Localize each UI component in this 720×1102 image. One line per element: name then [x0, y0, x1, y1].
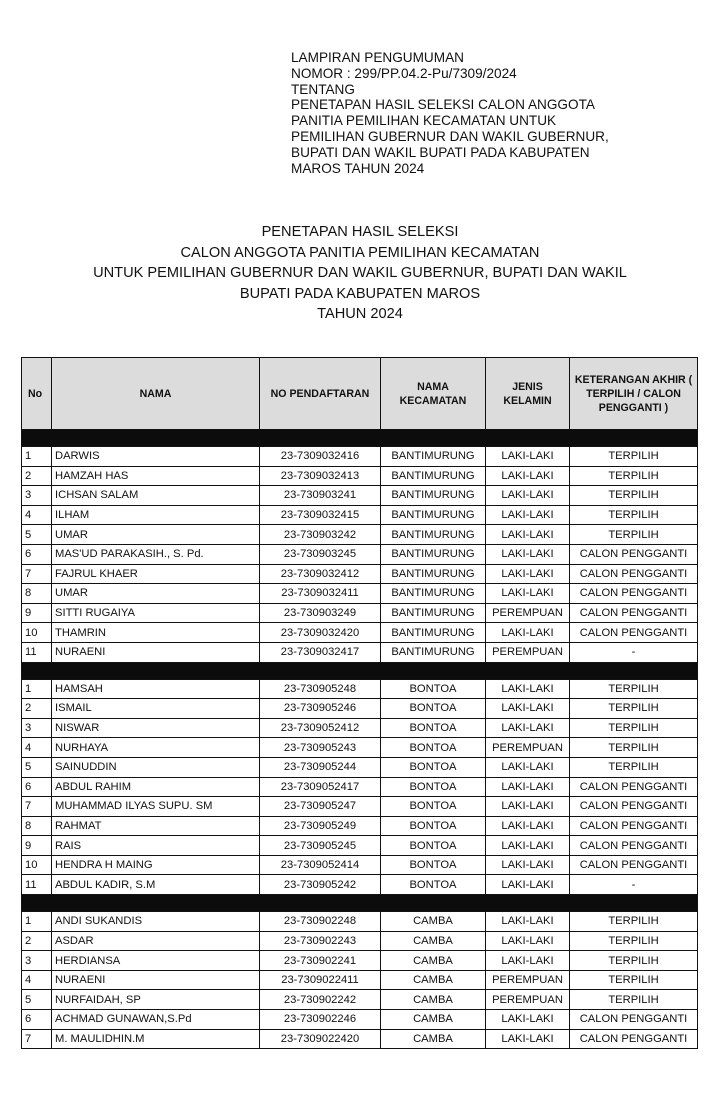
cell-no-pendaftaran: 23-730902242 [260, 990, 381, 1010]
lampiran-label: LAMPIRAN PENGUMUMAN [291, 50, 464, 65]
cell-nama: M. MAULIDHIN.M [52, 1029, 260, 1049]
lampiran-subject-line: PENETAPAN HASIL SELEKSI CALON ANGGOTA [291, 97, 595, 113]
cell-jenis-kelamin: PEREMPUAN [486, 970, 570, 990]
cell-jenis-kelamin: LAKI-LAKI [486, 718, 570, 738]
cell-jenis-kelamin: LAKI-LAKI [486, 525, 570, 545]
cell-keterangan: TERPILIH [570, 525, 698, 545]
cell-kecamatan: BANTIMURUNG [381, 486, 486, 506]
cell-jenis-kelamin: LAKI-LAKI [486, 797, 570, 817]
cell-jenis-kelamin: LAKI-LAKI [486, 623, 570, 643]
cell-nama: NURAENI [52, 970, 260, 990]
cell-keterangan: CALON PENGGANTI [570, 544, 698, 564]
cell-kecamatan: CAMBA [381, 931, 486, 951]
cell-nama: NURAENI [52, 642, 260, 662]
table-row [22, 931, 698, 951]
cell-nama: ISMAIL [52, 699, 260, 719]
cell-keterangan: CALON PENGGANTI [570, 855, 698, 875]
cell-nama: HENDRA H MAING [52, 855, 260, 875]
header-no-pendaftaran: NO PENDAFTARAN [260, 358, 381, 430]
cell-jenis-kelamin: LAKI-LAKI [486, 1010, 570, 1030]
cell-no-pendaftaran: 23-7309032415 [260, 505, 381, 525]
cell-jenis-kelamin: PEREMPUAN [486, 603, 570, 623]
cell-keterangan: TERPILIH [570, 486, 698, 506]
table-body [22, 430, 698, 1049]
table-row [22, 816, 698, 836]
cell-jenis-kelamin: LAKI-LAKI [486, 816, 570, 836]
group-separator [22, 662, 698, 679]
cell-keterangan: CALON PENGGANTI [570, 836, 698, 856]
cell-no: 2 [22, 699, 52, 719]
cell-nama: HAMSAH [52, 679, 260, 699]
cell-no-pendaftaran: 23-730902246 [260, 1010, 381, 1030]
cell-no: 6 [22, 1010, 52, 1030]
cell-no: 9 [22, 836, 52, 856]
cell-kecamatan: CAMBA [381, 912, 486, 932]
cell-jenis-kelamin: LAKI-LAKI [486, 951, 570, 971]
cell-nama: RAIS [52, 836, 260, 856]
cell-nama: NISWAR [52, 718, 260, 738]
cell-no: 6 [22, 544, 52, 564]
table-row [22, 738, 698, 758]
cell-keterangan: TERPILIH [570, 718, 698, 738]
cell-no: 4 [22, 970, 52, 990]
cell-jenis-kelamin: PEREMPUAN [486, 642, 570, 662]
cell-keterangan: CALON PENGGANTI [570, 816, 698, 836]
title-line: UNTUK PEMILIHAN GUBERNUR DAN WAKIL GUBERNUR, BUPATI DAN WAKIL [93, 265, 627, 282]
cell-no: 5 [22, 757, 52, 777]
cell-no: 2 [22, 931, 52, 951]
cell-no: 8 [22, 584, 52, 604]
cell-no: 11 [22, 642, 52, 662]
cell-no: 1 [22, 679, 52, 699]
cell-keterangan: TERPILIH [570, 738, 698, 758]
header-nama: NAMA [52, 358, 260, 430]
cell-no-pendaftaran: 23-730905246 [260, 699, 381, 719]
table-row [22, 603, 698, 623]
cell-no: 3 [22, 486, 52, 506]
cell-keterangan: CALON PENGGANTI [570, 777, 698, 797]
cell-no: 7 [22, 1029, 52, 1049]
cell-no: 7 [22, 564, 52, 584]
table-row [22, 584, 698, 604]
table-row [22, 875, 698, 895]
cell-jenis-kelamin: LAKI-LAKI [486, 1029, 570, 1049]
cell-no: 3 [22, 718, 52, 738]
cell-kecamatan: BONTOA [381, 816, 486, 836]
cell-no: 9 [22, 603, 52, 623]
cell-nama: SITTI RUGAIYA [52, 603, 260, 623]
cell-nama: NURFAIDAH, SP [52, 990, 260, 1010]
cell-no-pendaftaran: 23-730905249 [260, 816, 381, 836]
cell-keterangan: CALON PENGGANTI [570, 584, 698, 604]
cell-nama: ICHSAN SALAM [52, 486, 260, 506]
table-row [22, 718, 698, 738]
table-row [22, 757, 698, 777]
cell-no-pendaftaran: 23-7309022420 [260, 1029, 381, 1049]
cell-keterangan: TERPILIH [570, 951, 698, 971]
cell-no: 3 [22, 951, 52, 971]
table-row [22, 777, 698, 797]
cell-kecamatan: CAMBA [381, 990, 486, 1010]
cell-no-pendaftaran: 23-7309032420 [260, 623, 381, 643]
tentang-label: TENTANG [291, 81, 355, 97]
cell-kecamatan: BANTIMURUNG [381, 642, 486, 662]
cell-nama: ANDI SUKANDIS [52, 912, 260, 932]
cell-jenis-kelamin: LAKI-LAKI [486, 544, 570, 564]
cell-no: 2 [22, 466, 52, 486]
cell-nama: HERDIANSA [52, 951, 260, 971]
table-row [22, 564, 698, 584]
cell-keterangan: TERPILIH [570, 466, 698, 486]
cell-keterangan: - [570, 642, 698, 662]
cell-no: 4 [22, 505, 52, 525]
cell-kecamatan: BONTOA [381, 718, 486, 738]
table-row [22, 486, 698, 506]
cell-nama: THAMRIN [52, 623, 260, 643]
cell-no: 5 [22, 525, 52, 545]
table-row [22, 855, 698, 875]
cell-jenis-kelamin: PEREMPUAN [486, 738, 570, 758]
table-row [22, 544, 698, 564]
cell-keterangan: TERPILIH [570, 970, 698, 990]
table-row [22, 1029, 698, 1049]
cell-nama: ILHAM [52, 505, 260, 525]
cell-jenis-kelamin: LAKI-LAKI [486, 757, 570, 777]
cell-no-pendaftaran: 23-730903245 [260, 544, 381, 564]
group-separator-bar [22, 662, 698, 679]
cell-no: 11 [22, 875, 52, 895]
cell-nama: ASDAR [52, 931, 260, 951]
table-row [22, 623, 698, 643]
table-row [22, 797, 698, 817]
nomor-pengumuman: NOMOR : 299/PP.04.2-Pu/7309/2024 [291, 65, 517, 81]
cell-jenis-kelamin: LAKI-LAKI [486, 912, 570, 932]
cell-no-pendaftaran: 23-7309052414 [260, 855, 381, 875]
table-row [22, 466, 698, 486]
document-title [20, 222, 700, 325]
lampiran-subject-line: BUPATI DAN WAKIL BUPATI PADA KABUPATEN [291, 144, 590, 160]
cell-kecamatan: CAMBA [381, 1029, 486, 1049]
lampiran-header [291, 50, 657, 176]
cell-keterangan: CALON PENGGANTI [570, 564, 698, 584]
cell-kecamatan: BANTIMURUNG [381, 466, 486, 486]
cell-jenis-kelamin: LAKI-LAKI [486, 584, 570, 604]
cell-jenis-kelamin: LAKI-LAKI [486, 777, 570, 797]
table-row [22, 1010, 698, 1030]
cell-no: 4 [22, 738, 52, 758]
cell-keterangan: TERPILIH [570, 505, 698, 525]
cell-kecamatan: BANTIMURUNG [381, 584, 486, 604]
cell-keterangan: CALON PENGGANTI [570, 1010, 698, 1030]
cell-jenis-kelamin: LAKI-LAKI [486, 466, 570, 486]
cell-no-pendaftaran: 23-730902243 [260, 931, 381, 951]
cell-kecamatan: BONTOA [381, 738, 486, 758]
cell-no-pendaftaran: 23-7309032413 [260, 466, 381, 486]
cell-no-pendaftaran: 23-730905242 [260, 875, 381, 895]
cell-kecamatan: BONTOA [381, 777, 486, 797]
cell-no-pendaftaran: 23-7309052412 [260, 718, 381, 738]
cell-no: 5 [22, 990, 52, 1010]
cell-nama: ABDUL RAHIM [52, 777, 260, 797]
cell-no-pendaftaran: 23-7309032411 [260, 584, 381, 604]
table-row [22, 970, 698, 990]
cell-kecamatan: BANTIMURUNG [381, 525, 486, 545]
cell-kecamatan: BONTOA [381, 797, 486, 817]
cell-no: 1 [22, 912, 52, 932]
cell-keterangan: - [570, 875, 698, 895]
cell-jenis-kelamin: LAKI-LAKI [486, 505, 570, 525]
cell-nama: MUHAMMAD ILYAS SUPU. SM [52, 797, 260, 817]
cell-nama: DARWIS [52, 447, 260, 467]
cell-kecamatan: BANTIMURUNG [381, 544, 486, 564]
cell-no-pendaftaran: 23-730905244 [260, 757, 381, 777]
cell-no-pendaftaran: 23-730902241 [260, 951, 381, 971]
cell-keterangan: TERPILIH [570, 912, 698, 932]
cell-keterangan: TERPILIH [570, 757, 698, 777]
cell-nama: HAMZAH HAS [52, 466, 260, 486]
cell-jenis-kelamin: LAKI-LAKI [486, 447, 570, 467]
header-nama-kecamatan: NAMA KECAMATAN [381, 358, 486, 430]
header-keterangan: KETERANGAN AKHIR ( TERPILIH / CALON PENGGANTI ) [570, 358, 698, 430]
cell-no-pendaftaran: 23-7309032412 [260, 564, 381, 584]
cell-nama: ABDUL KADIR, S.M [52, 875, 260, 895]
lampiran-subject-line: PEMILIHAN GUBERNUR DAN WAKIL GUBERNUR, [291, 128, 609, 144]
cell-keterangan: CALON PENGGANTI [570, 797, 698, 817]
cell-nama: UMAR [52, 584, 260, 604]
cell-kecamatan: BONTOA [381, 699, 486, 719]
cell-no-pendaftaran: 23-730902248 [260, 912, 381, 932]
cell-no-pendaftaran: 23-730903241 [260, 486, 381, 506]
table-header-row [22, 358, 698, 430]
cell-kecamatan: BANTIMURUNG [381, 505, 486, 525]
cell-jenis-kelamin: LAKI-LAKI [486, 931, 570, 951]
cell-no-pendaftaran: 23-730903242 [260, 525, 381, 545]
cell-keterangan: TERPILIH [570, 699, 698, 719]
cell-no-pendaftaran: 23-7309032417 [260, 642, 381, 662]
cell-nama: SAINUDDIN [52, 757, 260, 777]
cell-no: 7 [22, 797, 52, 817]
cell-kecamatan: BANTIMURUNG [381, 447, 486, 467]
selection-results-table [21, 357, 698, 1049]
cell-keterangan: TERPILIH [570, 447, 698, 467]
cell-jenis-kelamin: LAKI-LAKI [486, 679, 570, 699]
cell-jenis-kelamin: LAKI-LAKI [486, 486, 570, 506]
cell-kecamatan: CAMBA [381, 951, 486, 971]
cell-no-pendaftaran: 23-7309052417 [260, 777, 381, 797]
cell-jenis-kelamin: LAKI-LAKI [486, 836, 570, 856]
cell-no-pendaftaran: 23-730905243 [260, 738, 381, 758]
cell-nama: UMAR [52, 525, 260, 545]
cell-no-pendaftaran: 23-7309022411 [260, 970, 381, 990]
group-separator-bar [22, 895, 698, 912]
cell-kecamatan: BANTIMURUNG [381, 564, 486, 584]
cell-nama: FAJRUL KHAER [52, 564, 260, 584]
table-row [22, 836, 698, 856]
table-row [22, 505, 698, 525]
table-row [22, 525, 698, 545]
cell-no: 10 [22, 623, 52, 643]
cell-no-pendaftaran: 23-730905247 [260, 797, 381, 817]
title-line: BUPATI PADA KABUPATEN MAROS [239, 285, 481, 302]
cell-no: 10 [22, 855, 52, 875]
cell-nama: ACHMAD GUNAWAN,S.Pd [52, 1010, 260, 1030]
cell-jenis-kelamin: LAKI-LAKI [486, 699, 570, 719]
cell-keterangan: TERPILIH [570, 990, 698, 1010]
title-line: CALON ANGGOTA PANITIA PEMILIHAN KECAMATAN [180, 244, 540, 261]
cell-kecamatan: BONTOA [381, 757, 486, 777]
group-separator [22, 895, 698, 912]
table-row [22, 699, 698, 719]
cell-kecamatan: BONTOA [381, 836, 486, 856]
cell-jenis-kelamin: LAKI-LAKI [486, 875, 570, 895]
cell-keterangan: CALON PENGGANTI [570, 603, 698, 623]
group-separator-bar [22, 430, 698, 447]
cell-no: 8 [22, 816, 52, 836]
cell-kecamatan: CAMBA [381, 970, 486, 990]
cell-keterangan: TERPILIH [570, 679, 698, 699]
table-row [22, 642, 698, 662]
title-line: TAHUN 2024 [317, 306, 403, 323]
cell-nama: NURHAYA [52, 738, 260, 758]
cell-no-pendaftaran: 23-7309032416 [260, 447, 381, 467]
header-no: No [22, 358, 52, 430]
cell-jenis-kelamin: LAKI-LAKI [486, 564, 570, 584]
table-row [22, 951, 698, 971]
cell-no-pendaftaran: 23-730903249 [260, 603, 381, 623]
table-row [22, 912, 698, 932]
cell-kecamatan: BONTOA [381, 855, 486, 875]
cell-kecamatan: CAMBA [381, 1010, 486, 1030]
table-row [22, 447, 698, 467]
cell-keterangan: TERPILIH [570, 931, 698, 951]
table-row [22, 990, 698, 1010]
cell-kecamatan: BONTOA [381, 875, 486, 895]
cell-kecamatan: BANTIMURUNG [381, 623, 486, 643]
cell-jenis-kelamin: LAKI-LAKI [486, 855, 570, 875]
cell-no: 1 [22, 447, 52, 467]
cell-no: 6 [22, 777, 52, 797]
lampiran-subject-line: PANITIA PEMILIHAN KECAMATAN UNTUK [291, 113, 557, 129]
header-jenis-kelamin: JENIS KELAMIN [486, 358, 570, 430]
cell-nama: RAHMAT [52, 816, 260, 836]
lampiran-subject-line: MAROS TAHUN 2024 [291, 160, 425, 176]
cell-no-pendaftaran: 23-730905248 [260, 679, 381, 699]
group-separator [22, 430, 698, 447]
title-line: PENETAPAN HASIL SELEKSI [261, 224, 459, 240]
cell-jenis-kelamin: PEREMPUAN [486, 990, 570, 1010]
cell-no-pendaftaran: 23-730905245 [260, 836, 381, 856]
cell-nama: MAS'UD PARAKASIH., S. Pd. [52, 544, 260, 564]
cell-kecamatan: BONTOA [381, 679, 486, 699]
cell-keterangan: CALON PENGGANTI [570, 623, 698, 643]
cell-keterangan: CALON PENGGANTI [570, 1029, 698, 1049]
cell-kecamatan: BANTIMURUNG [381, 603, 486, 623]
table-row [22, 679, 698, 699]
